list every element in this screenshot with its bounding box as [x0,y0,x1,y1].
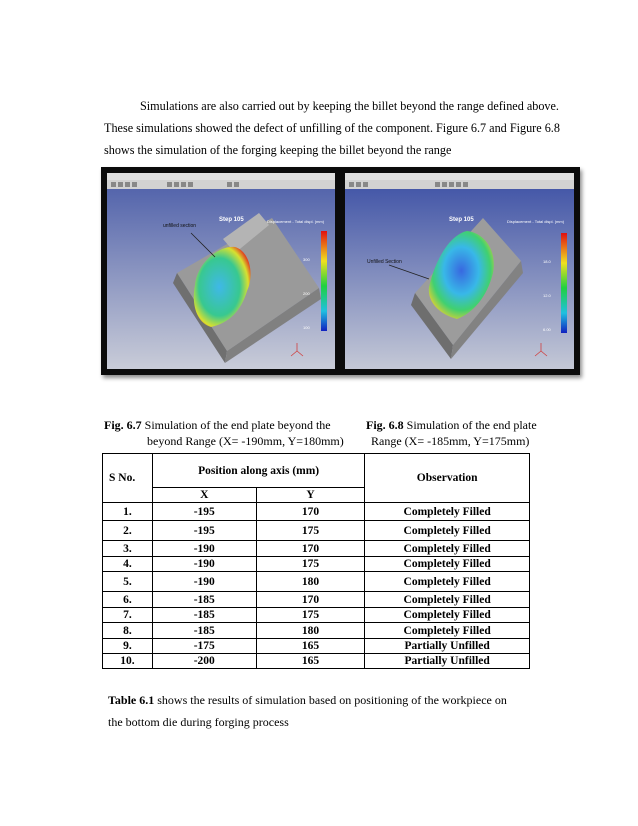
figure-6-7-image [107,173,335,369]
header-y: Y [256,488,365,503]
legend-title-right: Displacement - Total displ. (mm) [507,219,565,224]
intro-paragraph [104,95,580,161]
table-row [103,503,530,521]
cell-sno: 10. [103,654,153,669]
cell-x: -190 [152,572,256,592]
cell-observation: Completely Filled [365,557,530,572]
scale-left-2: 200 [303,291,310,296]
figure-6-8-caption [366,417,537,449]
cell-y: 175 [256,557,365,572]
annotation-left: unfilled section [163,223,197,229]
cell-sno: 3. [103,541,153,557]
cell-observation: Completely Filled [365,592,530,608]
table-note [108,689,548,733]
fig68-line2: Range (X= -185mm, Y=175mm) [371,434,530,448]
scale-right-1: 18.0 [543,259,551,264]
header-x: X [152,488,256,503]
cell-sno: 8. [103,623,153,639]
cell-observation: Completely Filled [365,541,530,557]
cell-observation: Completely Filled [365,572,530,592]
cell-sno: 9. [103,639,153,654]
cell-observation: Completely Filled [365,623,530,639]
header-position: Position along axis (mm) [152,454,364,488]
cell-x: -190 [152,541,256,557]
table-note-line1: shows the results of simulation based on positioning of the workpiece on [154,693,507,707]
table-note-line2: the bottom die during forging process [108,715,289,729]
legend-title-left: Displacement - Total displ. (mm) [267,219,325,224]
cell-y: 165 [256,654,365,669]
fig67-label: Fig. 6.7 [104,418,142,432]
table-note-label: Table 6.1 [108,693,155,707]
scale-left-1: 300 [303,257,310,262]
cell-observation: Completely Filled [365,521,530,541]
table-row [103,623,530,639]
table-row [103,557,530,572]
cell-y: 165 [256,639,365,654]
cell-sno: 6. [103,592,153,608]
header-sno: S No. [103,454,153,503]
table-row [103,541,530,557]
cell-observation: Partially Unfilled [365,639,530,654]
results-table [102,453,530,669]
cell-x: -185 [152,608,256,623]
cell-y: 175 [256,521,365,541]
cell-x: -185 [152,623,256,639]
cell-observation: Completely Filled [365,608,530,623]
intro-line-2: These simulations showed the defect of unfilling of the component. Figure 6.7 and Figure 6.8 [104,121,560,135]
cell-x: -175 [152,639,256,654]
fig67-text: Simulation of the end plate beyond the [141,418,331,432]
cell-y: 175 [256,608,365,623]
cell-x: -185 [152,592,256,608]
fig68-label: Fig. 6.8 [366,418,404,432]
cell-sno: 2. [103,521,153,541]
step-label-right: Step 105 [449,217,474,223]
cell-y: 180 [256,572,365,592]
cell-x: -195 [152,503,256,521]
step-label-left: Step 105 [219,217,244,223]
figure-strip [101,167,580,375]
fig67-line2: beyond Range (X= -190mm, Y=180mm) [147,434,344,448]
header-observation: Observation [365,454,530,503]
cell-observation: Completely Filled [365,503,530,521]
cell-y: 170 [256,541,365,557]
figure-6-8-image [345,173,574,369]
cell-observation: Partially Unfilled [365,654,530,669]
cell-sno: 7. [103,608,153,623]
cell-x: -190 [152,557,256,572]
cell-x: -195 [152,521,256,541]
scale-right-2: 12.0 [543,293,551,298]
cell-y: 170 [256,592,365,608]
fig68-text: Simulation of the end plate [403,418,537,432]
intro-line-3: shows the simulation of the forging keeping the billet beyond the range [104,143,452,157]
table-row [103,639,530,654]
table-row [103,572,530,592]
table-row [103,608,530,623]
scale-left-3: 100 [303,325,310,330]
cell-x: -200 [152,654,256,669]
annotation-right: Unfilled Section [367,259,402,265]
cell-sno: 4. [103,557,153,572]
cell-y: 170 [256,503,365,521]
cell-sno: 5. [103,572,153,592]
table-row [103,592,530,608]
cell-sno: 1. [103,503,153,521]
figure-6-7-caption [104,417,344,449]
intro-line-1: Simulations are also carried out by keeping the billet beyond the range defined above. [140,99,559,113]
scale-right-3: 6.00 [543,327,551,332]
table-row [103,521,530,541]
table-row [103,654,530,669]
cell-y: 180 [256,623,365,639]
